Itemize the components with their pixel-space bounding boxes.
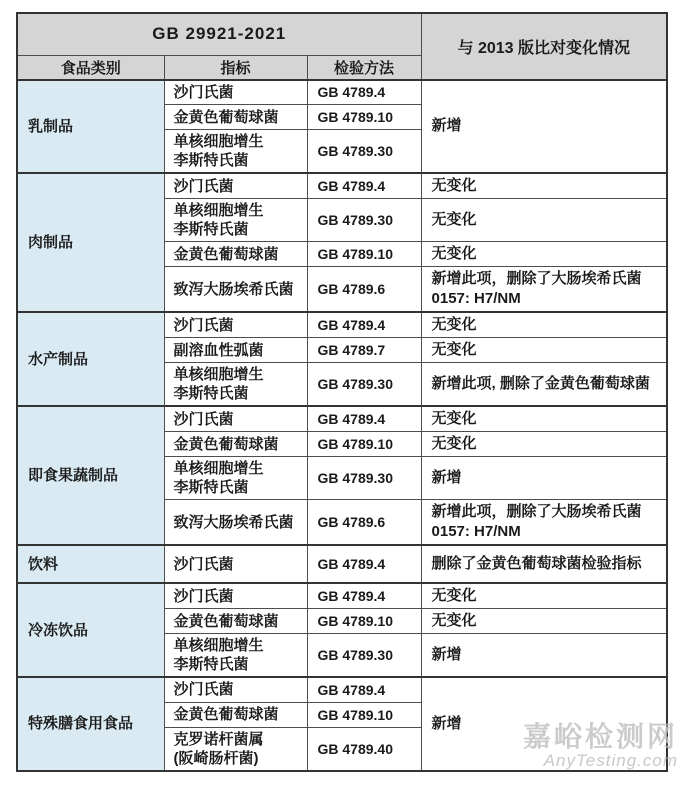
category-cell: 肉制品 [17,173,164,312]
indicator-cell: 沙门氏菌 [164,406,307,432]
watermark-url: AnyTesting.com [543,751,678,770]
method-cell: GB 4789.10 [307,432,421,457]
method-cell: GB 4789.4 [307,173,421,199]
indicator-cell: 金黄色葡萄球菌 [164,105,307,130]
change-cell: 新增 [421,457,667,500]
change-cell: 新增此项, 删除了金黄色葡萄球菌 [421,363,667,407]
method-cell: GB 4789.10 [307,105,421,130]
indicator-cell: 单核细胞增生 李斯特氏菌 [164,130,307,174]
indicator-cell: 致泻大肠埃希氏菌 [164,267,307,313]
change-cell: 新增此项，删除了大肠埃希氏菌 0157: H7/NM [421,500,667,546]
table-row [17,80,667,105]
change-cell: 无变化 [421,432,667,457]
change-cell: 删除了金黄色葡萄球菌检验指标 [421,545,667,583]
table-header-row-standard [17,13,667,55]
method-cell: GB 4789.6 [307,267,421,313]
category-cell: 水产制品 [17,312,164,406]
method-cell: GB 4789.30 [307,199,421,242]
change-cell: 无变化 [421,406,667,432]
category-cell: 冷冻饮品 [17,583,164,677]
column-header-test-method: 检验方法 [307,55,421,80]
standard-title: GB 29921-2021 [17,13,421,55]
method-cell: GB 4789.4 [307,312,421,338]
method-cell: GB 4789.10 [307,609,421,634]
change-cell: 新增 [421,677,667,771]
table-row [17,545,667,583]
table-row [17,173,667,199]
table-body [17,80,667,771]
table-row [17,677,667,702]
method-cell: GB 4789.40 [307,727,421,771]
change-cell: 无变化 [421,609,667,634]
indicator-cell: 金黄色葡萄球菌 [164,242,307,267]
table-row [17,406,667,432]
standard-comparison-table-wrapper [16,12,668,772]
change-cell: 新增 [421,80,667,174]
indicator-cell: 沙门氏菌 [164,312,307,338]
category-cell: 乳制品 [17,80,164,174]
column-header-indicator: 指标 [164,55,307,80]
indicator-cell: 致泻大肠埃希氏菌 [164,500,307,546]
method-cell: GB 4789.30 [307,634,421,678]
method-cell: GB 4789.4 [307,80,421,105]
category-cell: 饮料 [17,545,164,583]
table-row [17,312,667,338]
method-cell: GB 4789.30 [307,457,421,500]
indicator-cell: 单核细胞增生 李斯特氏菌 [164,199,307,242]
indicator-cell: 沙门氏菌 [164,545,307,583]
indicator-cell: 沙门氏菌 [164,80,307,105]
method-cell: GB 4789.30 [307,130,421,174]
change-cell: 无变化 [421,338,667,363]
method-cell: GB 4789.30 [307,363,421,407]
watermark-logo-text: 嘉峪检测网 [522,721,678,752]
method-cell: GB 4789.10 [307,702,421,727]
indicator-cell: 金黄色葡萄球菌 [164,432,307,457]
method-cell: GB 4789.4 [307,583,421,609]
indicator-cell: 克罗诺杆菌属 (阪崎肠杆菌) [164,727,307,771]
indicator-cell: 金黄色葡萄球菌 [164,609,307,634]
change-cell: 新增此项，删除了大肠埃希氏菌 0157: H7/NM [421,267,667,313]
category-cell: 即食果蔬制品 [17,406,164,545]
indicator-cell: 沙门氏菌 [164,173,307,199]
indicator-cell: 沙门氏菌 [164,677,307,702]
change-cell: 无变化 [421,583,667,609]
standard-comparison-table [16,12,668,772]
column-header-food-category: 食品类别 [17,55,164,80]
indicator-cell: 副溶血性弧菌 [164,338,307,363]
indicator-cell: 金黄色葡萄球菌 [164,702,307,727]
method-cell: GB 4789.6 [307,500,421,546]
method-cell: GB 4789.4 [307,406,421,432]
indicator-cell: 单核细胞增生 李斯特氏菌 [164,363,307,407]
change-cell: 新增 [421,634,667,678]
change-cell: 无变化 [421,199,667,242]
method-cell: GB 4789.4 [307,677,421,702]
method-cell: GB 4789.4 [307,545,421,583]
comparison-title: 与 2013 版比对变化情况 [421,13,667,80]
change-cell: 无变化 [421,242,667,267]
indicator-cell: 单核细胞增生 李斯特氏菌 [164,634,307,678]
method-cell: GB 4789.10 [307,242,421,267]
method-cell: GB 4789.7 [307,338,421,363]
indicator-cell: 沙门氏菌 [164,583,307,609]
table-row [17,583,667,609]
category-cell: 特殊膳食用食品 [17,677,164,771]
indicator-cell: 单核细胞增生 李斯特氏菌 [164,457,307,500]
change-cell: 无变化 [421,173,667,199]
change-cell: 无变化 [421,312,667,338]
